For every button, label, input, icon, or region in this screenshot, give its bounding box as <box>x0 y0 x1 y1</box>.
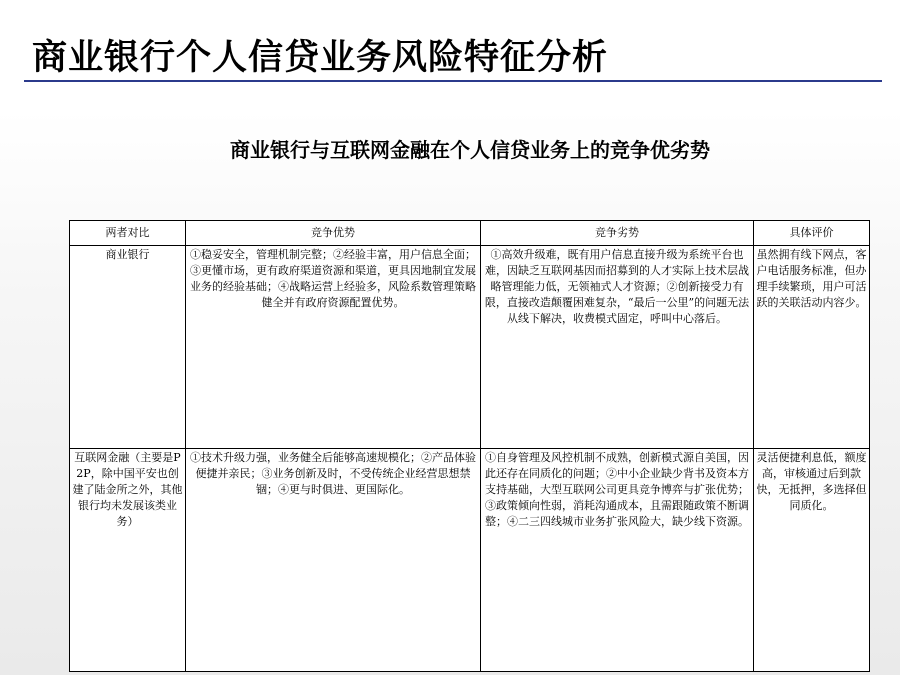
table-header-row <box>70 221 870 246</box>
row-advantages: ①稳妥安全，管理机制完整；②经验丰富，用户信息全面；③更懂市场，更有政府渠道资源和渠道，更具因地制宜发展业务的经验基础；④战略运营上经验多，风险系数管理策略健全并有政府资源配置优势。 <box>186 246 481 449</box>
table-row <box>70 449 870 672</box>
header-advantages: 竞争优势 <box>186 221 481 246</box>
title-underline <box>24 80 882 82</box>
header-evaluation: 具体评价 <box>754 221 870 246</box>
header-disadvantages: 竞争劣势 <box>481 221 754 246</box>
table-row <box>70 246 870 449</box>
row-disadvantages: ①自身管理及风控机制不成熟，创新模式源自美国，因此还存在同质化的问题；②中小企业缺少背书及资本方支持基础，大型互联网公司更具竞争博弈与扩张优势；③政策倾向性弱，消耗沟通成本，且需跟随政策不断调整；④二三四线城市业务扩张风险大，缺少线下资源。 <box>481 449 754 672</box>
header-comparison: 两者对比 <box>70 221 186 246</box>
row-entity: 商业银行 <box>70 246 186 449</box>
row-evaluation: 虽然拥有线下网点，客户电话服务标准，但办理手续繁琐，用户可活跃的关联活动内容少。 <box>754 246 870 449</box>
row-disadvantages: ①高效升级难，既有用户信息直接升级为系统平台也难，因缺乏互联网基因而招募到的人才实际上技术层战略管理能力低，无领袖式人才资源；②创新接受力有限，直接改造颠覆困难复杂，“最后一公里”的问题无法从线下解决，收费模式固定，呼叫中心落后。 <box>481 246 754 449</box>
row-advantages: ①技术升级力强，业务健全后能够高速规模化；②产品体验便捷并亲民；③业务创新及时，不受传统企业经营思想禁锢；④更与时俱进、更国际化。 <box>186 449 481 672</box>
row-entity: 互联网金融（主要是P2P，除中国平安也创建了陆金所之外，其他银行均未发展该类业务） <box>70 449 186 672</box>
row-evaluation: 灵活便捷利息低，额度高，审核通过后到款快，无抵押，多选择但同质化。 <box>754 449 870 672</box>
comparison-table <box>69 220 870 672</box>
table-caption: 商业银行与互联网金融在个人信贷业务上的竞争优劣势 <box>230 138 710 162</box>
slide-title: 商业银行个人信贷业务风险特征分析 <box>32 38 609 78</box>
